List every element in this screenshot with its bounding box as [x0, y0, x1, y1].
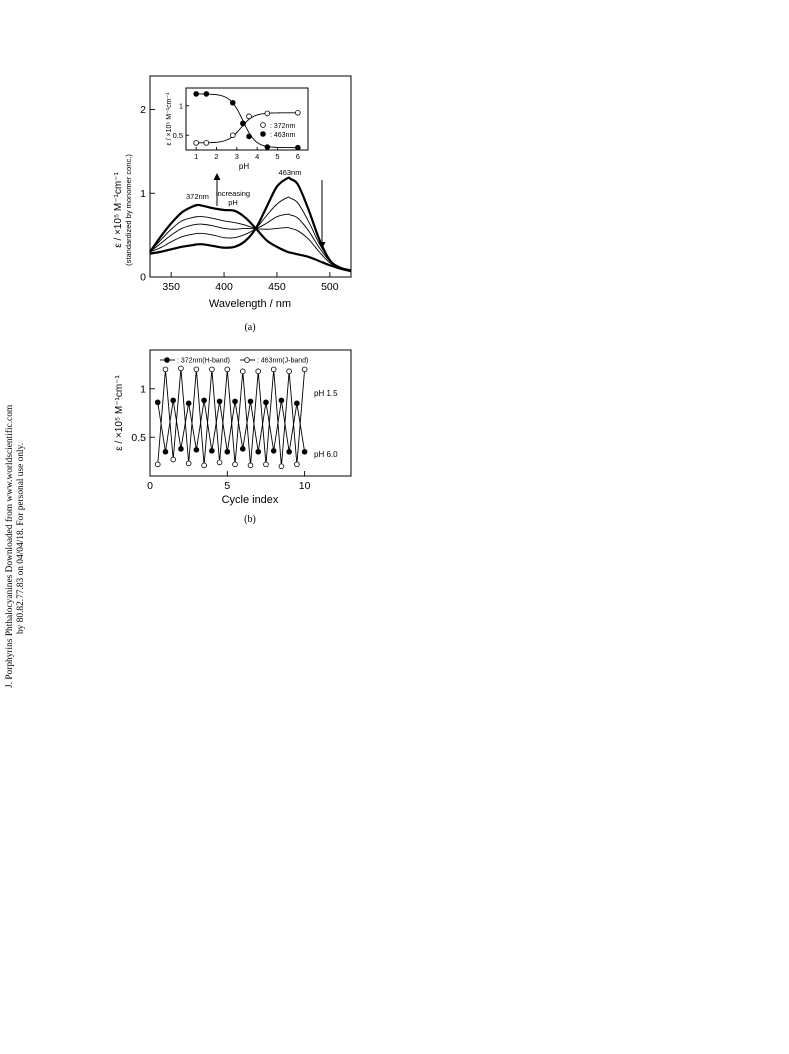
h-band-point: [194, 447, 199, 452]
h-band-line: [158, 400, 305, 451]
inset-legend-463: : 463nm: [270, 132, 296, 139]
spectrum-curve-2: [150, 197, 351, 270]
inset-y-axis-label: ε / ×10⁵ M⁻¹cm⁻¹: [166, 92, 173, 146]
inset-x-tick-label: 1: [194, 152, 199, 161]
h-band-point: [233, 399, 238, 404]
h-band-point: [294, 401, 299, 406]
j-band-point: [217, 460, 222, 465]
panel-a-x-axis-label: Wavelength / nm: [208, 298, 292, 310]
j-band-point: [163, 367, 168, 372]
j-band-point: [186, 461, 191, 466]
panel-a-curves: [150, 178, 351, 272]
inset-point-463nm: [204, 92, 209, 97]
panel-a-x-tick-label: 500: [321, 281, 339, 293]
panel-a-y-ticks: [140, 104, 155, 283]
h-band-point: [202, 398, 207, 403]
inset-x-tick-label: 5: [275, 152, 280, 161]
inset-x-tick-label: 6: [295, 152, 300, 161]
annotation-ph-6-0: pH 6.0: [314, 450, 338, 459]
panel-b-x-tick-label: 10: [298, 480, 311, 492]
annotation-372nm: 372nm: [186, 192, 209, 201]
panel-b-y-axis-label: ε / ×10⁵ M⁻¹cm⁻¹: [114, 375, 125, 451]
panel-a-y-axis-sublabel: (standardized by monomer conc.): [124, 154, 133, 266]
j-band-point: [271, 367, 276, 372]
panel-a-y-tick-label: 0: [140, 271, 146, 284]
inset-point-372nm: [295, 110, 300, 115]
h-band-point: [209, 448, 214, 453]
j-band-point: [233, 462, 238, 467]
j-band-point: [256, 369, 261, 374]
panel-b: [114, 350, 351, 525]
panel-b-y-tick-label: 0.5: [131, 431, 146, 444]
j-band-line: [158, 368, 305, 466]
h-band-point: [256, 449, 261, 454]
h-band-point: [179, 446, 184, 451]
download-notice-line-2: by 80.82.77.83 on 04/04/18. For personal use only.: [16, 442, 26, 634]
h-band-point: [271, 448, 276, 453]
panel-a-label: (a): [244, 322, 256, 333]
panel-a-x-tick-label: 350: [162, 281, 180, 293]
inset-point-463nm: [265, 145, 270, 150]
inset-x-tick-label: 2: [214, 152, 219, 161]
inset-x-tick-label: 4: [255, 152, 260, 161]
inset-point-372nm: [265, 111, 270, 116]
h-band-point: [248, 399, 253, 404]
legend-j-band: : 463nm(J-band): [257, 357, 309, 365]
inset-point-463nm: [295, 145, 300, 150]
inset-legend-372: : 372nm: [270, 123, 296, 130]
inset-point-463nm: [230, 100, 235, 105]
j-band-point: [287, 369, 292, 374]
inset-x-axis-label: pH: [238, 162, 250, 171]
annotation-increasing: increasing: [215, 189, 251, 198]
h-band-point: [217, 399, 222, 404]
annotation-ph: pH: [228, 198, 238, 207]
panel-b-legend: [160, 358, 308, 365]
j-band-point: [240, 369, 245, 374]
panel-b-x-axis-label: Cycle index: [221, 494, 279, 506]
inset-point-372nm: [247, 114, 252, 119]
panel-a-x-tick-label: 450: [268, 281, 286, 293]
j-band-point: [179, 366, 184, 371]
inset-point-372nm: [204, 141, 209, 146]
download-notice-line-1: J. Porphyrins Phthalocyanines Downloaded from www.worldscientific.com: [5, 404, 15, 688]
j-band-point: [202, 463, 207, 468]
panel-b-x-tick-label: 5: [224, 480, 231, 492]
h-band-point: [163, 449, 168, 454]
inset-frame: [186, 88, 308, 150]
panel-b-x-tick-label: 0: [147, 480, 153, 492]
spectrum-curve-5: [150, 205, 351, 271]
legend-h-band-marker: [165, 358, 170, 363]
h-band-point: [264, 400, 269, 405]
inset-point-463nm: [241, 121, 246, 126]
legend-h-band: : 372nm(H-band): [177, 357, 230, 365]
legend-open-marker: [261, 123, 266, 128]
annotation-463nm: 463nm: [278, 168, 302, 177]
panel-b-y-tick-label: 1: [140, 383, 146, 396]
panel-a: [113, 76, 351, 333]
panel-a-y-tick-label: 1: [140, 187, 146, 200]
panel-a-x-ticks: [162, 272, 338, 293]
annotation-ph-1-5: pH 1.5: [314, 389, 338, 398]
download-notice: [0, 0, 30, 1049]
inset-point-372nm: [194, 141, 199, 146]
panel-b-curves: [158, 368, 305, 466]
h-band-point: [186, 401, 191, 406]
h-band-point: [171, 398, 176, 403]
inset-chart: [166, 88, 308, 171]
panel-a-y-tick-label: 2: [140, 104, 146, 117]
j-band-point: [302, 367, 307, 372]
j-band-point: [225, 367, 230, 372]
inset-x-tick-label: 3: [234, 152, 239, 161]
j-band-point: [294, 462, 299, 467]
j-band-point: [194, 367, 199, 372]
panel-a-y-axis-label: ε / ×10⁵ M⁻¹cm⁻¹: [113, 172, 124, 248]
h-band-point: [302, 449, 307, 454]
h-band-point: [155, 400, 160, 405]
inset-point-463nm: [247, 134, 252, 139]
inset-y-tick-label: 0.5: [172, 130, 183, 140]
h-band-point: [279, 398, 284, 403]
inset-y-tick-label: 1: [178, 101, 183, 111]
j-band-point: [248, 463, 253, 468]
j-band-point: [171, 457, 176, 462]
legend-j-band-marker: [245, 358, 250, 363]
inset-point-372nm: [230, 133, 235, 138]
inset-point-463nm: [194, 92, 199, 97]
j-band-point: [264, 462, 269, 467]
j-band-point: [155, 462, 160, 467]
h-band-point: [240, 446, 245, 451]
j-band-point: [279, 464, 284, 469]
panel-a-x-tick-label: 400: [215, 281, 233, 293]
panel-b-label: (b): [244, 514, 256, 525]
j-band-point: [209, 367, 214, 372]
h-band-point: [287, 449, 292, 454]
h-band-point: [225, 449, 230, 454]
legend-filled-marker: [261, 132, 266, 137]
